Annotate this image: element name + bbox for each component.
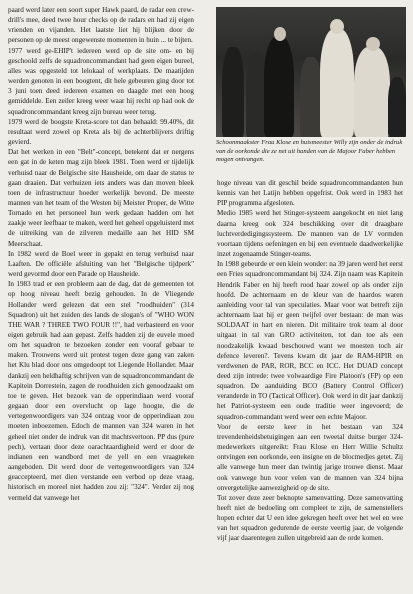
ceremony-photo bbox=[216, 7, 406, 137]
paragraph: In 1983 trad er een probleem aan de dag, dat de gemeenten tot op hoog niveau heeft bezig gehouden. In de Vliegende Hollander werd gelezen dat een stel "roodhuiden" (314 Squadron) uit het zuiden des lands de slogan's of "WHO WON THE WAR ? THREE TWO FOUR !!", had verbasteerd en voor eigen gebruik had aan gepast. Zelfs hadden zij de euvele moed om het squadron te bezoeken zonder een vooraf gebaar te maken. Trouwens werd uit protest tegen deze gang van zaken het Klu blad door ons omgedoopt tot Liegende Hollander. Maar dankzij een heldhaftig schrijven van de squadroncommandant de Kapitein Dorrestein, zagen de roodhuiden zich genoodzaakt om toe te geven. Het bezoek van de opperindiaan werd vooraf gegaan door een overvlucht op lage hoogte, die de vertegenwoordigers van 324 ontzag voor de opperindiaan zou moeten inboezemen. Edoch de mannen van 324 waren in het geheel niet onder de indruk van dit machtsvertoon. PP dus (pure pech), vertaan door deze oarachtaardigheid werd er door de indianen een wandbord met de yell en een vraagteken aangeboden. Dit werd door de vertegenwoordigers van 324 geaccepteerd, met dien verstande een verbod op deze vraag, historisch en moreel niet hadden zou zij: "324". Verder zij nog vermeld dat vanwege het bbox=[8, 280, 194, 502]
paragraph: In 1982 werd de Boel weer in gepakt en terug verhuisd naar Laaften. De officiële afsluiting van het "Belgische tijdperk" werd gevormd door een Parade op Hausheide. bbox=[8, 249, 194, 279]
paragraph: Dat het werken in een "Belt"-concept, betekent dat er nergens een gat in de keten mag zijn bleek 1981. Toen werd er tijdelijk verhuisd naar de Belgische site Hausheide, om daar de status te gaan draaien. Dat verhuizen iets anders was dan moven bleek toen de infrastructuur hoeder werkelijk bevond. De meeste mannen van het team of the Westen bij Meister Proper, de Witte Tornado en het personeel hun werk gedaan hadden om het zaakje weer leefbaar te maken, werd het geheel opgeluisterd met de uitreiking van de zilveren medaille aan het HID SM Meerschaat. bbox=[8, 148, 194, 248]
paragraph: 1977 werd ge-EHIP't iedereen werd op de site om- en bij geschoold zelfs de squadroncommandant had geen eigen bureel, alles was opgesteld tot lelokaal of werkplaats. De maatijden werden genoten in een boogtent, dit hele gebeuren ging door tot 3 juni toen deed iedereen examen en daagde met een hoog gemiddelde. Een zeiler kreeg weer waar hij recht op had ook de squadroncommandant kreeg zijn bureau weer terug. bbox=[8, 46, 194, 116]
paragraph: 1979 werd de boogste Kreta-score tot dan behaald: 99.40%, dit resultaat werd zowel op Kreta als bij de achterblijvers driftig gevierd. bbox=[8, 117, 194, 147]
text-column-right bbox=[217, 178, 403, 544]
paragraph: Medio 1985 werd het Stinger-systeem aangekocht en niet lang daarna kreeg ook 324 beschikking over dit draagbare luchtverdedigingssysteem. De mannen van de LV vormden voortaan tijdens oefeningen en bij een eventuele daadwerkelijke inzet zogenaamde Stinger-teams. bbox=[217, 209, 403, 259]
paragraph: paard werd later een soort super Hawk paard, de radar een crew-drill's mee, deed twee hour checks op de radars en had zij eigen vrienden en vijanden. Het laatste liet hij blijken door de personen op de meest ongewenste momenten in huin ... te bijten. bbox=[8, 6, 194, 45]
paragraph: Tot zover deze zeer beknopte samenvatting. Deze samenvatting heeft niet de bedoeling om compleet te zijn, de samenstellers hopen echter dat U een idee gekregen heeft over het wel en wee van het squadron gedurende de eerste veertig jaar, de volgende vijf jaar daarentegen zullen uitgebreid aan de orde komen. bbox=[217, 493, 403, 543]
text-column-left bbox=[8, 5, 194, 503]
photo-caption: Schoonmaakster Frau Klose en huismeester Willy zijn onder de indruk van de oorkonde die ze net uit handen van de Majoor Faber hebben mogen ontvangen. bbox=[216, 139, 403, 164]
paragraph: hoge niveau van dit geschil beide squadroncommandanten hun kennis van het Latijn hebben opgefrist. Ook werd in 1983 het PIP programma afgesloten. bbox=[217, 179, 403, 208]
paragraph: Voor de eerste keer in het bestaan van 324 trevendenheidsbetuigingen aan een tweetal duitse burger 324-medewerkers uitgereikt: Frau Klose en Herr Willie Schultz ontvingen een oorkonde, een insigne en de blocmedjes getet. Zij alle vanwege hun meer dan twintig jarige trouwe dienst. Maar ook vanwege hun voor velen van de mannen van 324 bijna onvergetelijke aanwezigheid op de site. bbox=[217, 422, 403, 492]
paragraph: In 1988 gebeurde er een klein wonder: na 39 jaren werd het eerst een Fries squadroncommandant bij 324. Zijn naam was Kapitein Hendrik Faber en hij heeft rood haar zowel op als onder zijn hoofd. De achternaam en de kleur van de haardos waren aanleiding voor tal van speculaties. Maar voor wat betreft zijn achternaam laat hij er geen twijfel over bestaan: de man was SOLDAAT in hart en nieren. Dit militaire trok team al door uitgaat in tal van GRO activiteiten, tot dan toe als een noodzakelijk kwaad beschouwd want we moesten toch air defence leveren?. Tevens kwam dit jaar de RAM-HPIR en verdwenen de PAR, ROR, BCC en ICC. Het DUAD concept deed zijn intrede: twee volwaardige Fire Platoon's (FP) op een squadron. De aanduiding BCO (Battery Control Officer) veranderde in TO (Tactical Officer). Ook werd in dit jaar dankzij het Patriot-systeem een oude traditie weer ingevoerd; de squadron-commandant werd weer een echte Majoor. bbox=[217, 260, 403, 421]
